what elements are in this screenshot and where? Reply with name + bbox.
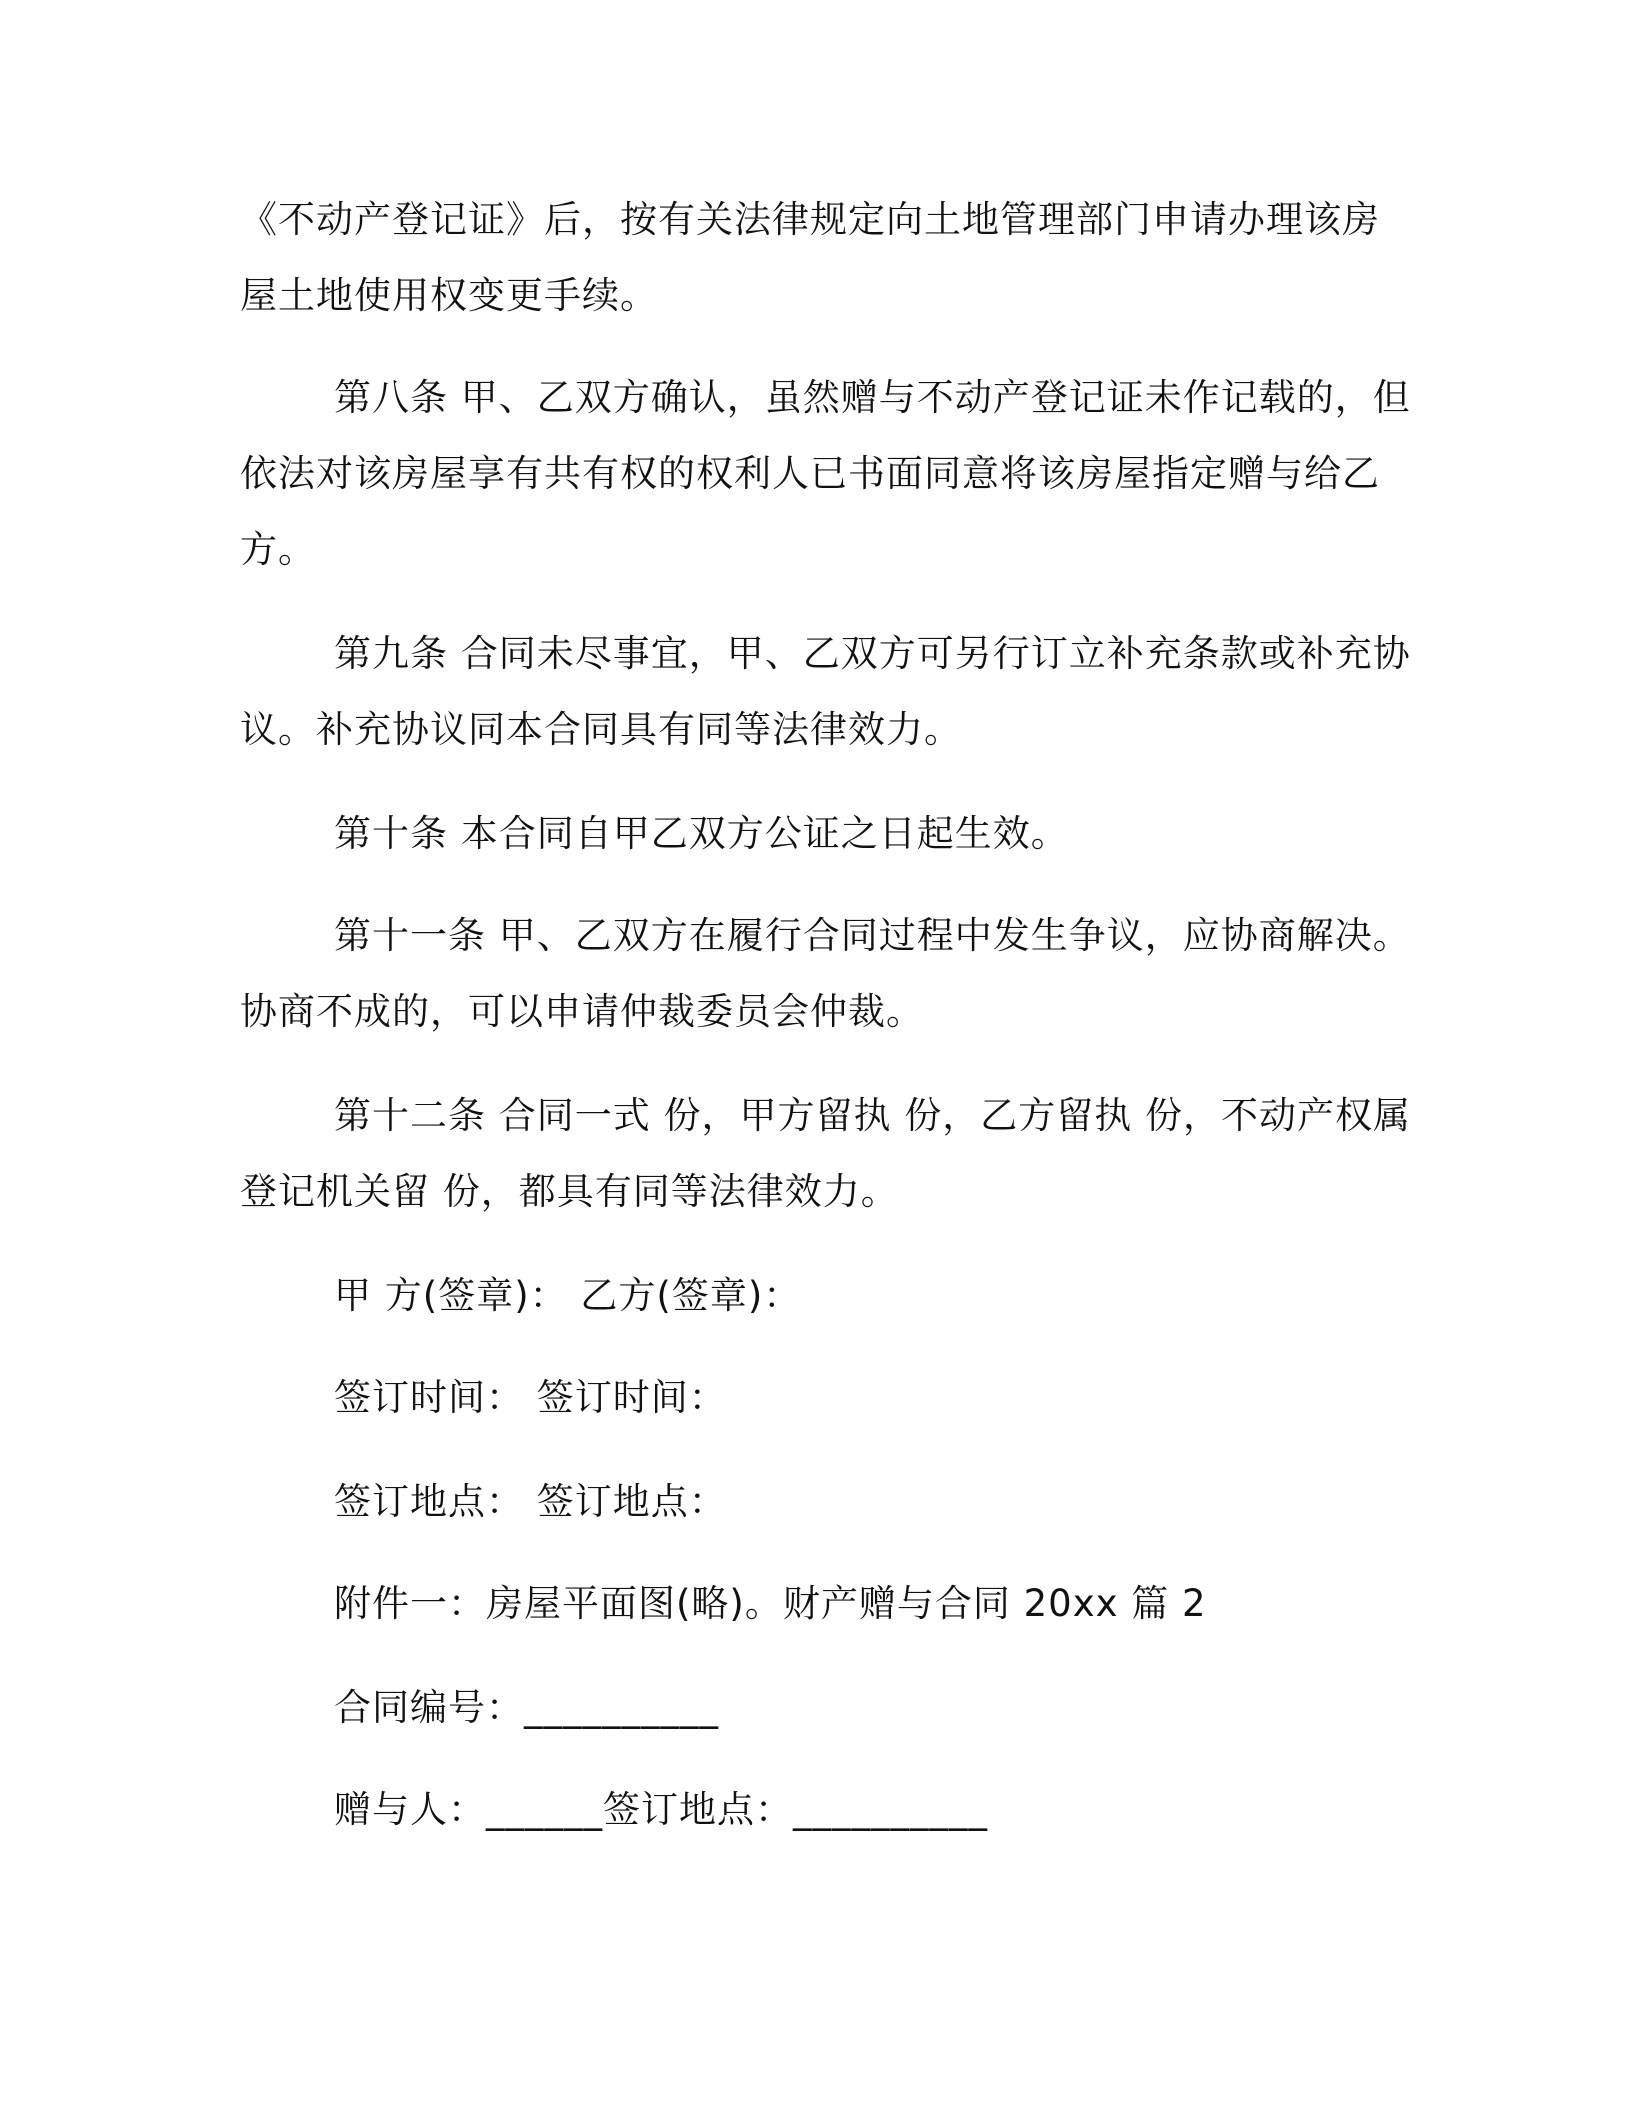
signature-parties-line: 甲 方(签章)： 乙方(签章)：: [334, 1274, 802, 1317]
article-8-line-2: 依法对该房屋享有共有权的权利人已书面同意将该房屋指定赠与给乙: [240, 452, 1380, 495]
article-11-line-2: 协商不成的，可以申请仲裁委员会仲裁。: [240, 990, 924, 1033]
signing-time-line: 签订时间： 签订时间：: [334, 1376, 727, 1419]
article-9-line-2: 议。补充协议同本合同具有同等法律效力。: [240, 708, 962, 751]
article-12-line-1: 第十二条 合同一式 份，甲方留执 份，乙方留执 份，不动产权属: [334, 1094, 1412, 1137]
article-8-line-3: 方。: [240, 528, 316, 571]
article-11-line-1: 第十一条 甲、乙双方在履行合同过程中发生争议，应协商解决。: [334, 914, 1411, 957]
article-8-line-1: 第八条 甲、乙双方确认，虽然赠与不动产登记证未作记载的，但: [334, 376, 1411, 419]
article-10-line: 第十条 本合同自甲乙双方公证之日起生效。: [334, 812, 1069, 855]
article-9-line-1: 第九条 合同未尽事宜，甲、乙双方可另行订立补充条款或补充协: [334, 632, 1411, 675]
paragraph-line-2: 屋土地使用权变更手续。: [240, 274, 658, 317]
donor-line: 赠与人：______签订地点：__________: [334, 1788, 988, 1831]
signing-place-line: 签订地点： 签订地点：: [334, 1480, 727, 1523]
contract-number-line: 合同编号：__________: [334, 1686, 719, 1729]
attachment-line: 附件一：房屋平面图(略)。财产赠与合同 20xx 篇 2: [334, 1582, 1207, 1625]
paragraph-line-1: 《不动产登记证》后，按有关法律规定向土地管理部门申请办理该房: [240, 198, 1380, 241]
article-12-line-2: 登记机关留 份，都具有同等法律效力。: [240, 1170, 899, 1213]
